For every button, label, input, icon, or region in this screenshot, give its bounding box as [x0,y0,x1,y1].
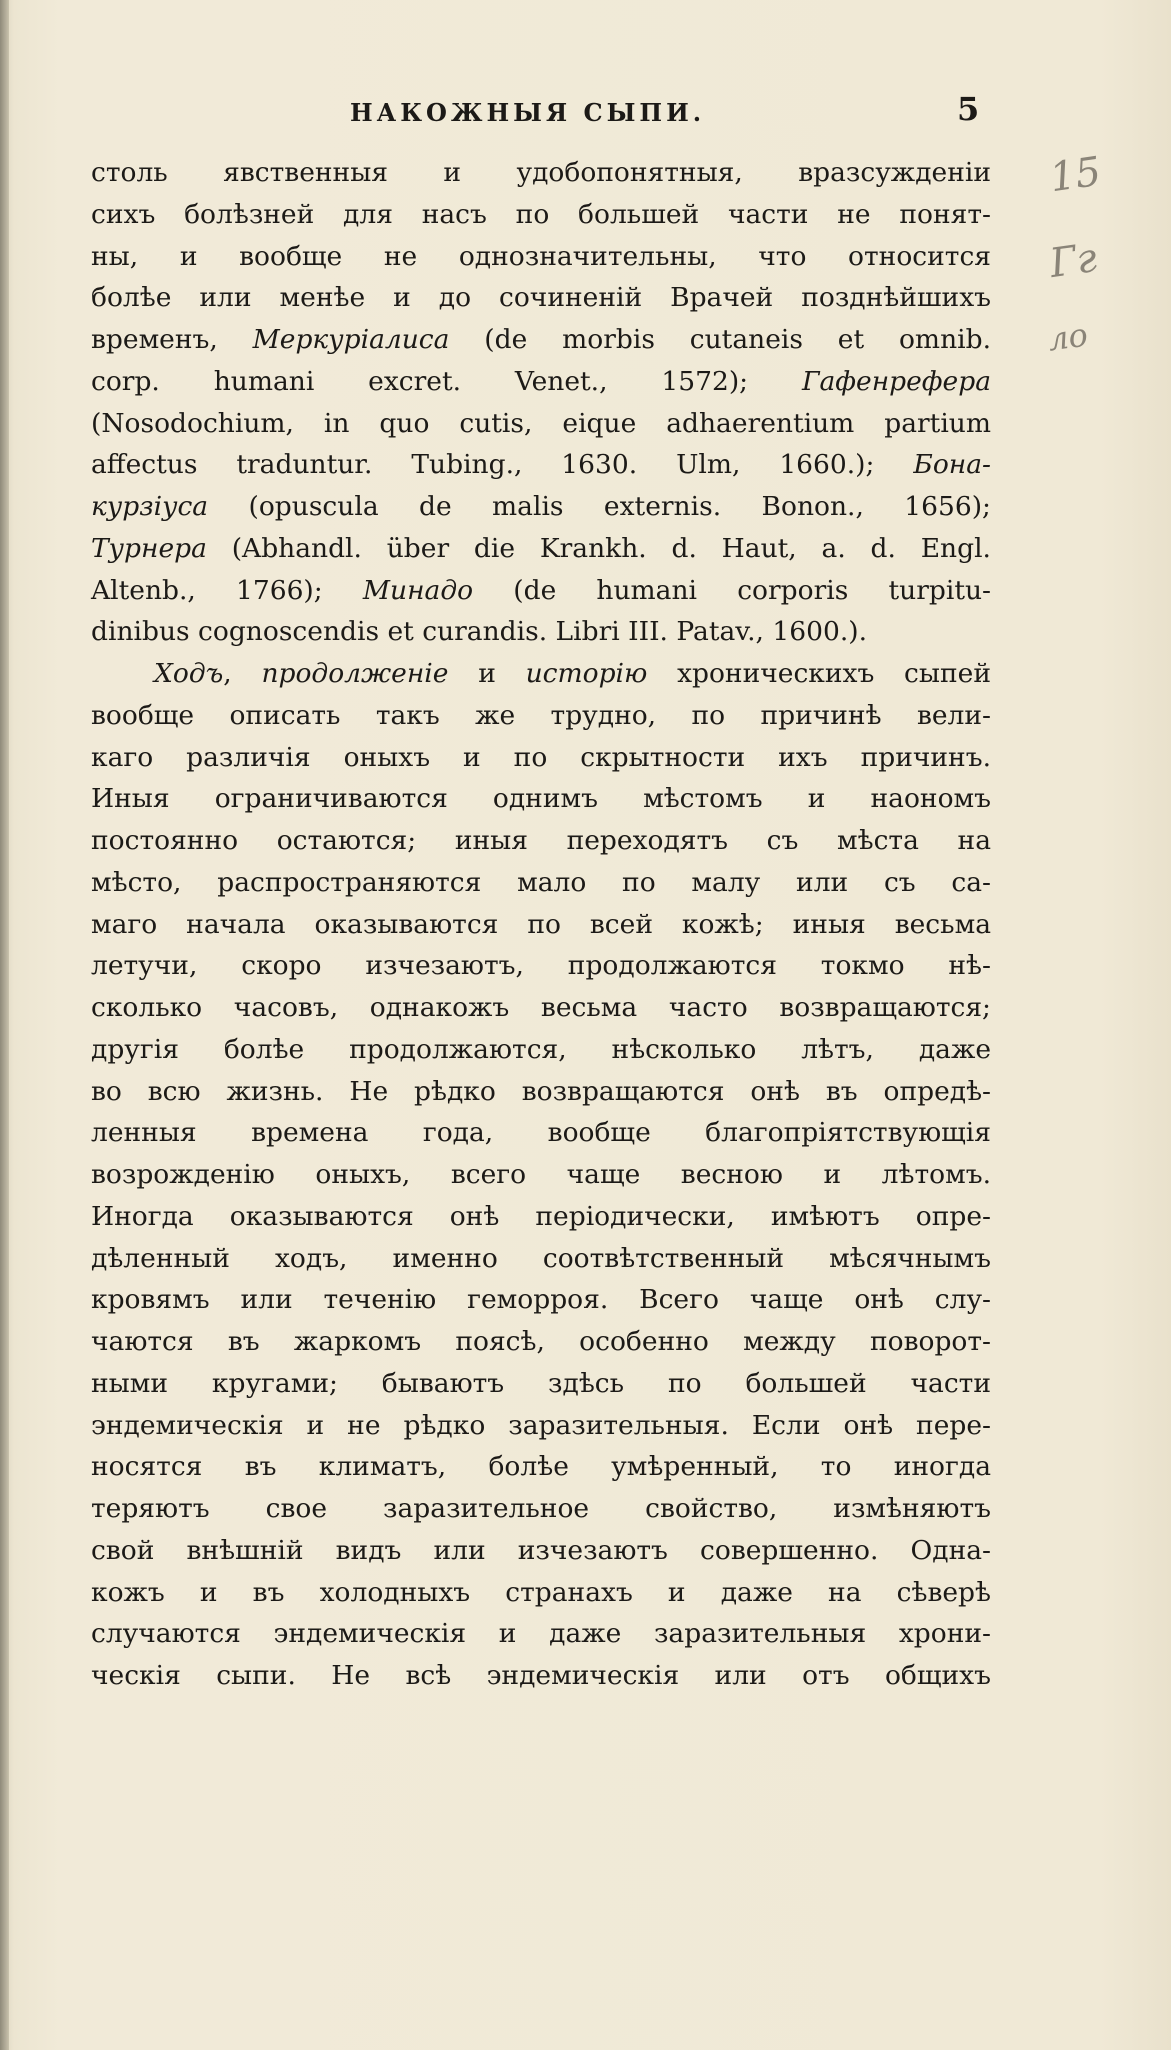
text-line [91,1112,991,1154]
italic-name: Турнера [91,532,207,564]
text-run: каго различія оныхъ и по скрытности ихъ причинъ. [91,741,991,773]
text-run: Иныя ограничиваются однимъ мѣстомъ и наономъ [91,783,991,815]
text-run: (de humani corporis turpitu- [473,574,991,606]
text-run: ны, и вообще не однозначительны, что относится [91,240,991,272]
text-run: эндемическія и не рѣдко заразительныя. Если онѣ пере- [91,1409,991,1441]
text-line [91,987,991,1029]
text-line [91,778,991,820]
text-run: временъ, [91,324,253,355]
text-run: во всю жизнь. Не рѣдко возвращаются онѣ въ опредѣ- [91,1075,991,1107]
text-line [91,1613,991,1655]
text-run: кровямъ или теченію геморроя. Всего чаще онѣ слу- [91,1284,991,1316]
text-run: свой внѣшній видъ или изчезаютъ совершенно. Одна- [91,1534,991,1566]
margin-note: ло [1045,315,1091,359]
text-line [91,611,991,653]
page-number: 5 [957,90,980,128]
text-line [91,277,991,319]
italic-name: курзіуса [91,491,209,522]
text-line [91,1154,991,1196]
text-run: ными кругами; бываютъ здѣсь по большей части [91,1367,991,1399]
italic-name: Меркуріалиса [252,324,450,355]
text-line [91,1530,991,1572]
text-run: кожъ и въ холодныхъ странахъ и даже на сѣверѣ [91,1576,991,1608]
text-run: ческія сыпи. Не всѣ эндемическія или отъ общихъ [91,1660,991,1691]
text-run: болѣе или менѣе и до сочиненій Врачей позднѣйшихъ [91,282,991,314]
binding-edge [0,0,9,2050]
text-run: , [223,658,262,689]
text-run: дѣленный ходъ, именно соотвѣтственный мѣсячнымъ [91,1242,991,1274]
text-run: летучи, скоро изчезаютъ, продолжаются токмо нѣ- [91,950,991,982]
text-run: dinibus cognoscendis et curandis. Libri III. Patav., 1600.). [91,616,868,648]
text-line [91,820,991,862]
text-run: ленныя времена года, вообще благопріятствующія [91,1117,991,1149]
text-line [91,444,991,486]
text-line [91,695,991,737]
body-text [91,152,991,1697]
text-line [91,1446,991,1488]
text-line [91,152,991,194]
text-run: мѣсто, распространяются мало по малу или съ са- [91,866,991,898]
text-run: (Nosodochium, in quo cutis, eique adhaerentium partium [91,407,991,439]
text-line [91,236,991,278]
italic-name: Минадо [362,574,474,606]
text-run: столь явственныя и удобопонятныя, вразсужденіи [91,157,991,188]
running-title: НАКОЖНЫЯ СЫПИ. [350,98,706,127]
text-run: и [448,658,526,689]
text-run: (de morbis cutaneis et omnib. [449,324,991,355]
text-line [91,1488,991,1530]
text-line [91,403,991,445]
text-run: хроническихъ сыпей [647,658,991,689]
text-run: corp. humani excret. Venet., 1572); [91,365,802,397]
text-line [91,570,991,612]
margin-note: Гг [1047,234,1100,288]
text-run: (opuscula de malis externis. Bonon., 1656); [208,491,991,522]
text-line [91,1238,991,1280]
text-line [91,1572,991,1614]
text-line [91,1321,991,1363]
text-run: (Abhandl. über die Krankh. d. Haut, a. d. Engl. [206,532,991,564]
text-line [91,194,991,236]
italic-name: Бона- [913,449,991,481]
text-run: постоянно остаются; иныя переходятъ съ мѣста на [91,825,991,856]
italic-name: Ходъ [154,658,224,689]
text-line [91,737,991,779]
text-run: теряютъ свое заразительное свойство, измѣняютъ [91,1493,991,1524]
text-run: чаются въ жаркомъ поясѣ, особенно между поворот- [91,1326,991,1357]
italic-name: продолженіе [261,658,449,689]
text-run: случаются эндемическія и даже заразительныя хрони- [91,1618,991,1650]
text-run: Altenb., 1766); [91,574,363,606]
text-line [91,1279,991,1321]
text-line [91,486,991,528]
text-line [91,1405,991,1447]
text-run: другія болѣе продолжаются, нѣсколько лѣтъ, даже [91,1033,991,1065]
text-line [91,1655,991,1697]
text-line [91,319,991,361]
text-run: affectus traduntur. Tubing., 1630. Ulm, 1660.); [91,449,914,481]
text-line [91,862,991,904]
text-run: сколько часовъ, однакожъ весьма часто возвращаются; [91,992,991,1023]
italic-name: исторію [525,658,648,689]
text-run: носятся въ климатъ, болѣе умѣренный, то иногда [91,1451,991,1483]
text-line [91,945,991,987]
text-run: сихъ болѣзней для насъ по большей части не понят- [91,198,991,230]
text-run: Иногда оказываются онѣ періодически, имѣютъ опре- [91,1200,991,1232]
text-line [91,1196,991,1238]
italic-name: Гафенрефера [801,365,991,397]
text-line [91,904,991,946]
margin-note: 15 [1047,148,1104,202]
text-run: вообще описать такъ же трудно, по причинѣ вели- [91,699,991,731]
text-run: возрожденію оныхъ, всего чаще весною и лѣтомъ. [91,1159,991,1190]
text-line [91,528,991,570]
text-line [91,361,991,403]
text-line [91,1363,991,1405]
text-line [91,1029,991,1071]
text-line [91,1071,991,1113]
text-run: маго начала оказываются по всей кожѣ; иныя весьма [91,908,991,940]
text-line [91,653,991,695]
